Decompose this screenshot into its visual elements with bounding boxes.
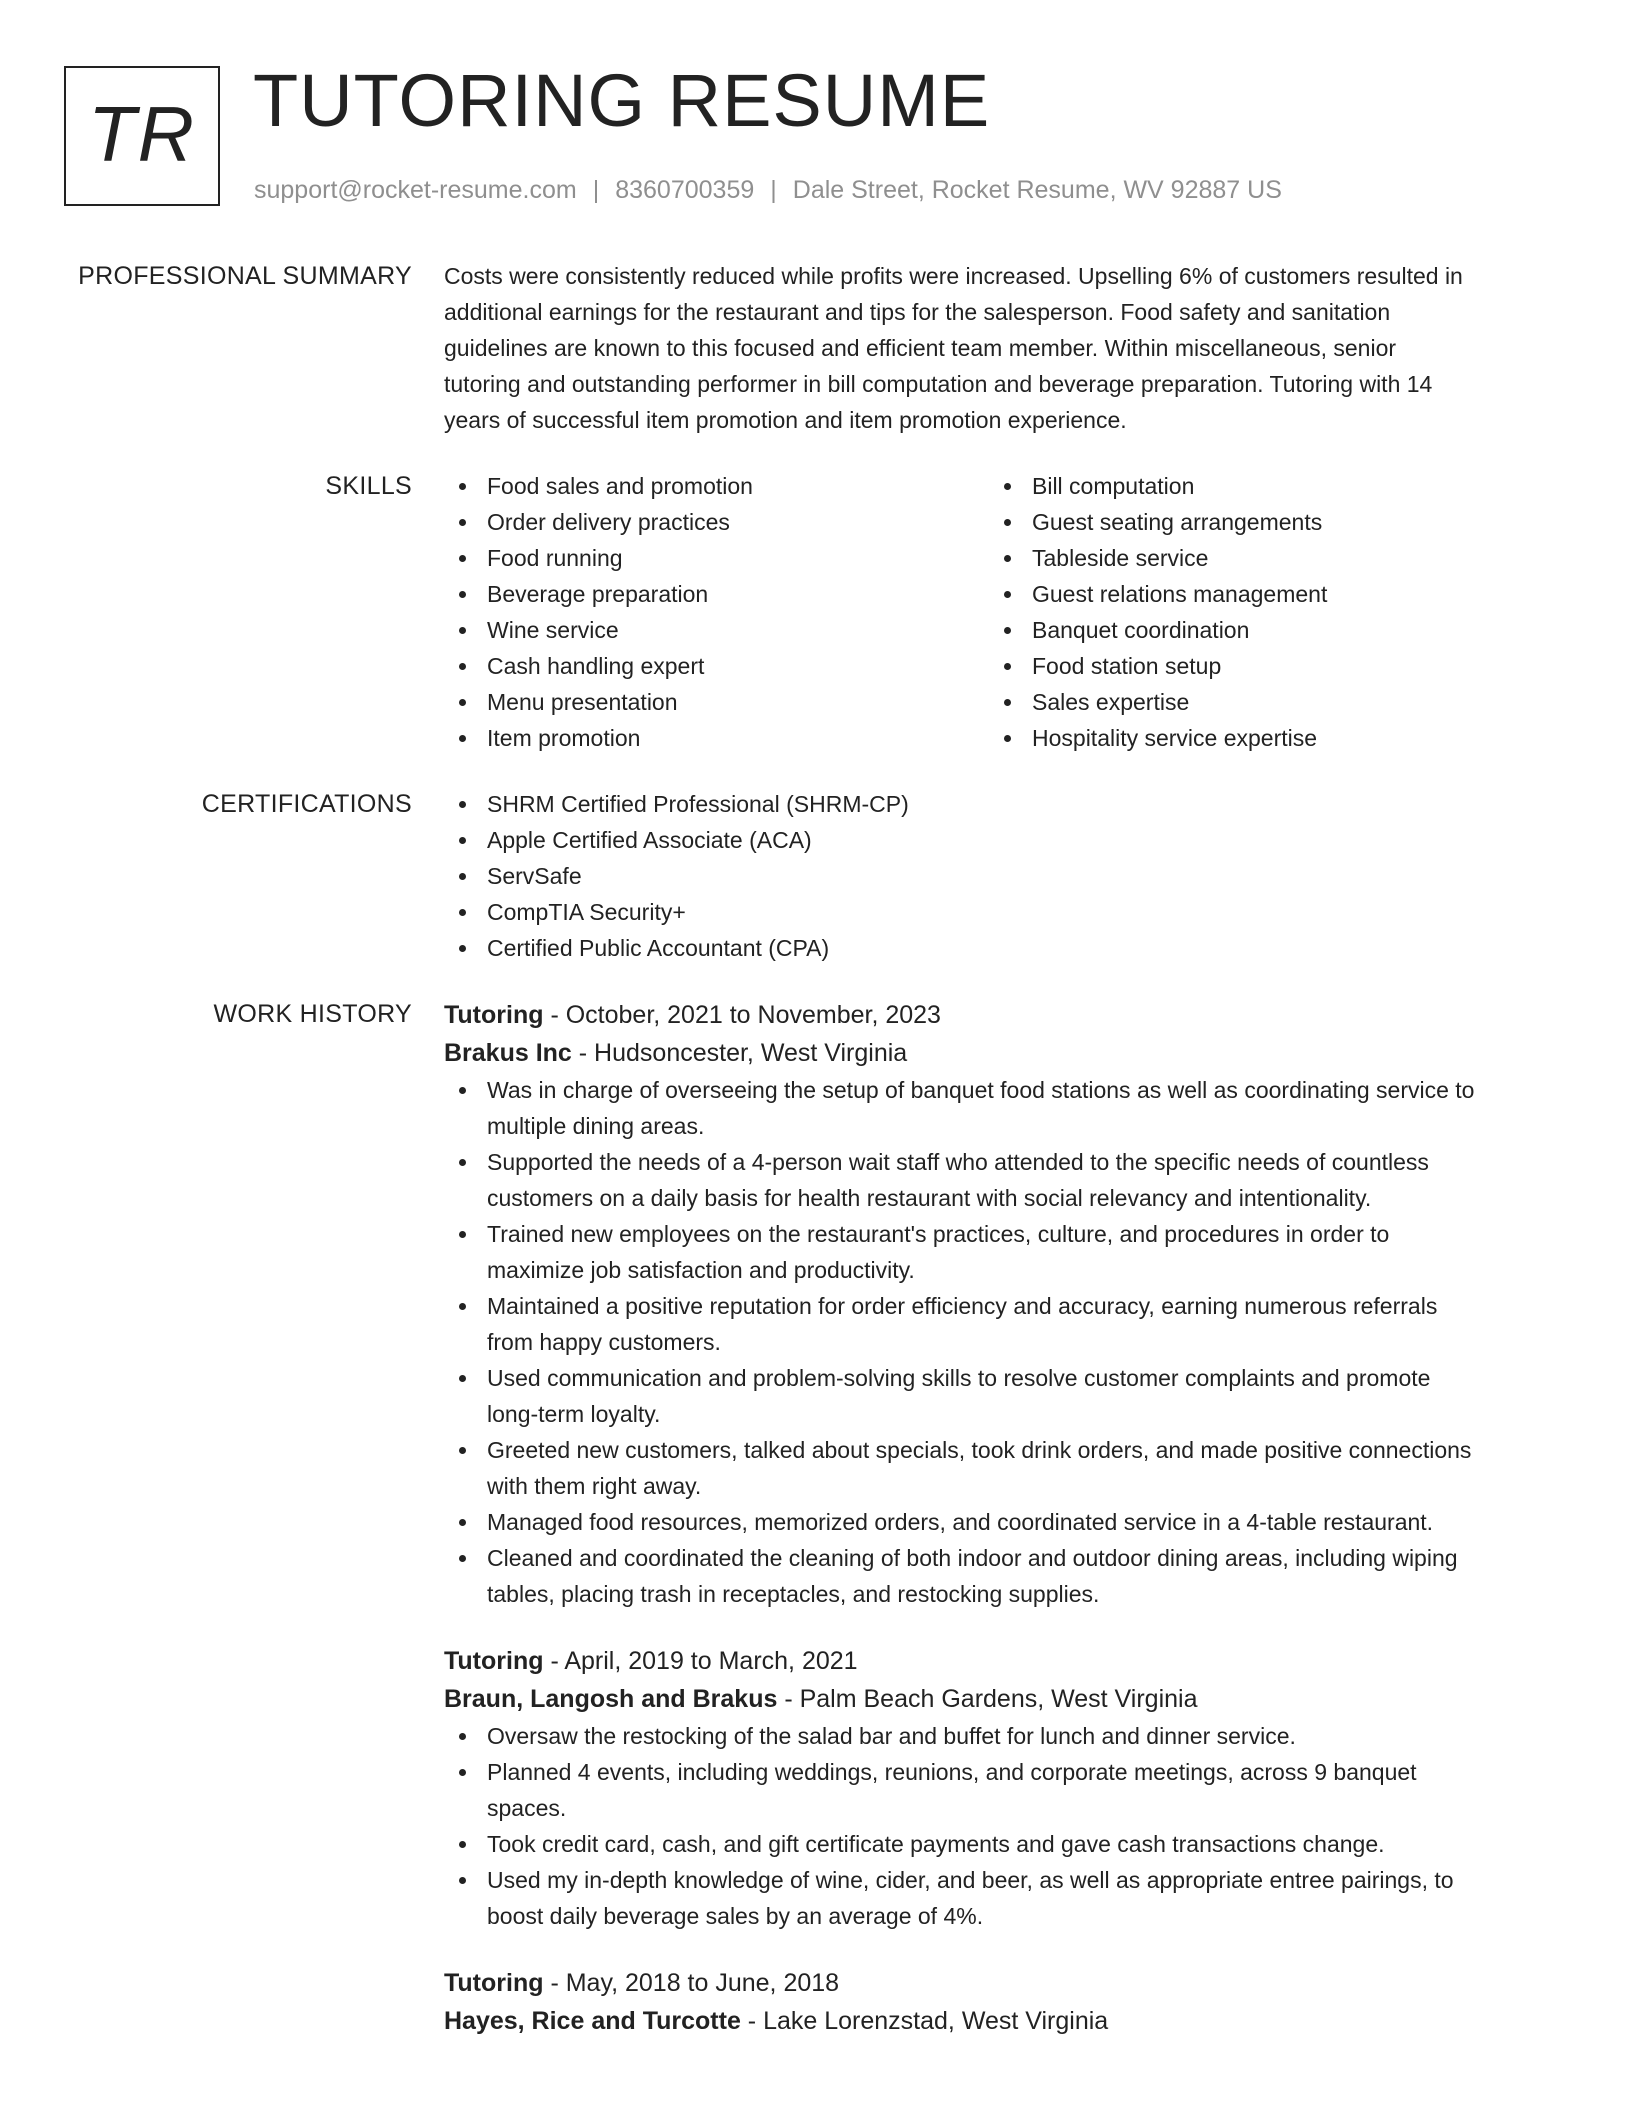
job-duty-line: with them right away. xyxy=(487,1473,702,1499)
monogram-initials: TR xyxy=(88,89,196,178)
skill-item: Order delivery practices xyxy=(444,504,989,540)
resume-title: TUTORING RESUME xyxy=(253,59,991,142)
contact-address: Dale Street, Rocket Resume, WV 92887 US xyxy=(792,176,1282,204)
skill-item: Hospitality service expertise xyxy=(989,720,1534,756)
job-duty xyxy=(444,1288,1564,1360)
skill-item: Guest relations management xyxy=(989,576,1534,612)
job-duty-line: multiple dining areas. xyxy=(487,1113,705,1139)
job-title-line xyxy=(444,996,1564,1034)
job-duty-line: Managed food resources, memorized orders, and coordinated service in a 4-table restaurant. xyxy=(487,1509,1434,1535)
job-title: Tutoring xyxy=(444,1969,544,1997)
certification-item: Apple Certified Associate (ACA) xyxy=(444,822,1564,858)
skill-item: Banquet coordination xyxy=(989,612,1534,648)
job-duty-line: Maintained a positive reputation for order efficiency and accuracy, earning numerous referrals xyxy=(487,1293,1438,1319)
job-duty xyxy=(444,1360,1564,1432)
job-duty-line: Used my in-depth knowledge of wine, cider, and beer, as well as appropriate entree pairings, to xyxy=(487,1867,1454,1893)
job-duty-line: from happy customers. xyxy=(487,1329,721,1355)
contact-email[interactable]: support@rocket-resume.com xyxy=(254,176,577,204)
job-dates: - October, 2021 to November, 2023 xyxy=(543,1001,941,1029)
job-entry xyxy=(444,1642,1564,1934)
certification-item: CompTIA Security+ xyxy=(444,894,1564,930)
job-duty xyxy=(444,1826,1564,1862)
job-duty xyxy=(444,1504,1564,1540)
contact-separator: | xyxy=(592,176,600,204)
job-duty-line: customers on a daily basis for health restaurant with social relevancy and intentionality. xyxy=(487,1185,1372,1211)
job-company: Braun, Langosh and Brakus xyxy=(444,1685,778,1713)
skills-grid xyxy=(444,468,1564,756)
work-history-section xyxy=(444,996,1564,2040)
skill-item: Tableside service xyxy=(989,540,1534,576)
skills-list-left xyxy=(444,468,989,756)
job-title-line xyxy=(444,1642,1564,1680)
job-duties-list xyxy=(444,1718,1564,1934)
summary-line: Costs were consistently reduced while profits were increased. Upselling 6% of customers resulted in xyxy=(444,263,1463,289)
skill-item: Menu presentation xyxy=(444,684,989,720)
skill-item: Food station setup xyxy=(989,648,1534,684)
job-duty xyxy=(444,1144,1564,1216)
summary-heading: PROFESSIONAL SUMMARY xyxy=(78,262,412,290)
job-entry xyxy=(444,996,1564,1612)
job-title: Tutoring xyxy=(444,1001,544,1029)
skill-item: Sales expertise xyxy=(989,684,1534,720)
work-history-heading: WORK HISTORY xyxy=(213,1000,412,1028)
job-title: Tutoring xyxy=(444,1647,544,1675)
job-duty-line: Cleaned and coordinated the cleaning of both indoor and outdoor dining areas, including wiping xyxy=(487,1545,1458,1571)
job-company-line xyxy=(444,2002,1564,2040)
job-entry xyxy=(444,1964,1564,2040)
job-duty xyxy=(444,1754,1564,1826)
job-duty-line: Trained new employees on the restaurant's practices, culture, and procedures in order to xyxy=(487,1221,1390,1247)
job-location: - Lake Lorenzstad, West Virginia xyxy=(740,2007,1109,2035)
job-duty-line: tables, placing trash in receptacles, and restocking supplies. xyxy=(487,1581,1100,1607)
job-duty xyxy=(444,1072,1564,1144)
skill-item: Beverage preparation xyxy=(444,576,989,612)
job-company: Brakus Inc xyxy=(444,1039,572,1067)
contact-phone[interactable]: 8360700359 xyxy=(615,176,755,204)
certification-item: SHRM Certified Professional (SHRM-CP) xyxy=(444,786,1564,822)
skills-heading: SKILLS xyxy=(325,472,412,500)
summary-line: additional earnings for the restaurant and tips for the salesperson. Food safety and sanitation xyxy=(444,299,1391,325)
certifications-section xyxy=(444,786,1564,966)
skill-item: Wine service xyxy=(444,612,989,648)
job-duty-line: Oversaw the restocking of the salad bar and buffet for lunch and dinner service. xyxy=(487,1723,1296,1749)
job-duty xyxy=(444,1718,1564,1754)
skills-section xyxy=(444,468,1564,756)
job-duty-line: Was in charge of overseeing the setup of banquet food stations as well as coordinating service to xyxy=(487,1077,1475,1103)
job-duty-line: Supported the needs of a 4-person wait staff who attended to the specific needs of countless xyxy=(487,1149,1429,1175)
skill-item: Bill computation xyxy=(989,468,1534,504)
skill-item: Cash handling expert xyxy=(444,648,989,684)
summary-section xyxy=(444,258,1564,438)
job-dates: - April, 2019 to March, 2021 xyxy=(543,1647,858,1675)
job-duty xyxy=(444,1862,1564,1934)
summary-line: years of successful item promotion and item promotion experience. xyxy=(444,407,1127,433)
job-location: - Hudsoncester, West Virginia xyxy=(571,1039,908,1067)
job-company-line xyxy=(444,1680,1564,1718)
job-duty xyxy=(444,1432,1564,1504)
job-duty-line: spaces. xyxy=(487,1795,567,1821)
job-duties-list xyxy=(444,1072,1564,1612)
skill-item: Guest seating arrangements xyxy=(989,504,1534,540)
skill-item: Food sales and promotion xyxy=(444,468,989,504)
job-duty xyxy=(444,1540,1564,1612)
job-duty-line: long-term loyalty. xyxy=(487,1401,661,1427)
job-duty-line: maximize job satisfaction and productivity. xyxy=(487,1257,915,1283)
certification-item: ServSafe xyxy=(444,858,1564,894)
job-location: - Palm Beach Gardens, West Virginia xyxy=(777,1685,1198,1713)
job-duty-line: Took credit card, cash, and gift certificate payments and gave cash transactions change. xyxy=(487,1831,1385,1857)
certifications-list xyxy=(444,786,1564,966)
skills-list-right xyxy=(989,468,1534,756)
job-title-line xyxy=(444,1964,1564,2002)
summary-text xyxy=(444,258,1564,438)
skill-item: Food running xyxy=(444,540,989,576)
job-duty xyxy=(444,1216,1564,1288)
job-company: Hayes, Rice and Turcotte xyxy=(444,2007,741,2035)
job-duty-line: Planned 4 events, including weddings, reunions, and corporate meetings, across 9 banquet xyxy=(487,1759,1417,1785)
summary-line: guidelines are known to this focused and efficient team member. Within miscellaneous, senior xyxy=(444,335,1397,361)
certification-item: Certified Public Accountant (CPA) xyxy=(444,930,1564,966)
job-company-line xyxy=(444,1034,1564,1072)
monogram-box xyxy=(64,66,220,206)
contact-line xyxy=(254,172,1282,208)
skill-item: Item promotion xyxy=(444,720,989,756)
contact-separator: | xyxy=(770,176,777,204)
job-duty-line: Used communication and problem-solving skills to resolve customer complaints and promote xyxy=(487,1365,1431,1391)
job-duty-line: Greeted new customers, talked about specials, took drink orders, and made positive connections xyxy=(487,1437,1472,1463)
certifications-heading: CERTIFICATIONS xyxy=(201,790,412,818)
summary-line: tutoring and outstanding performer in bill computation and beverage preparation. Tutoring with 14 xyxy=(444,371,1433,397)
job-duty-line: boost daily beverage sales by an average of 4%. xyxy=(487,1903,984,1929)
job-dates: - May, 2018 to June, 2018 xyxy=(543,1969,840,1997)
